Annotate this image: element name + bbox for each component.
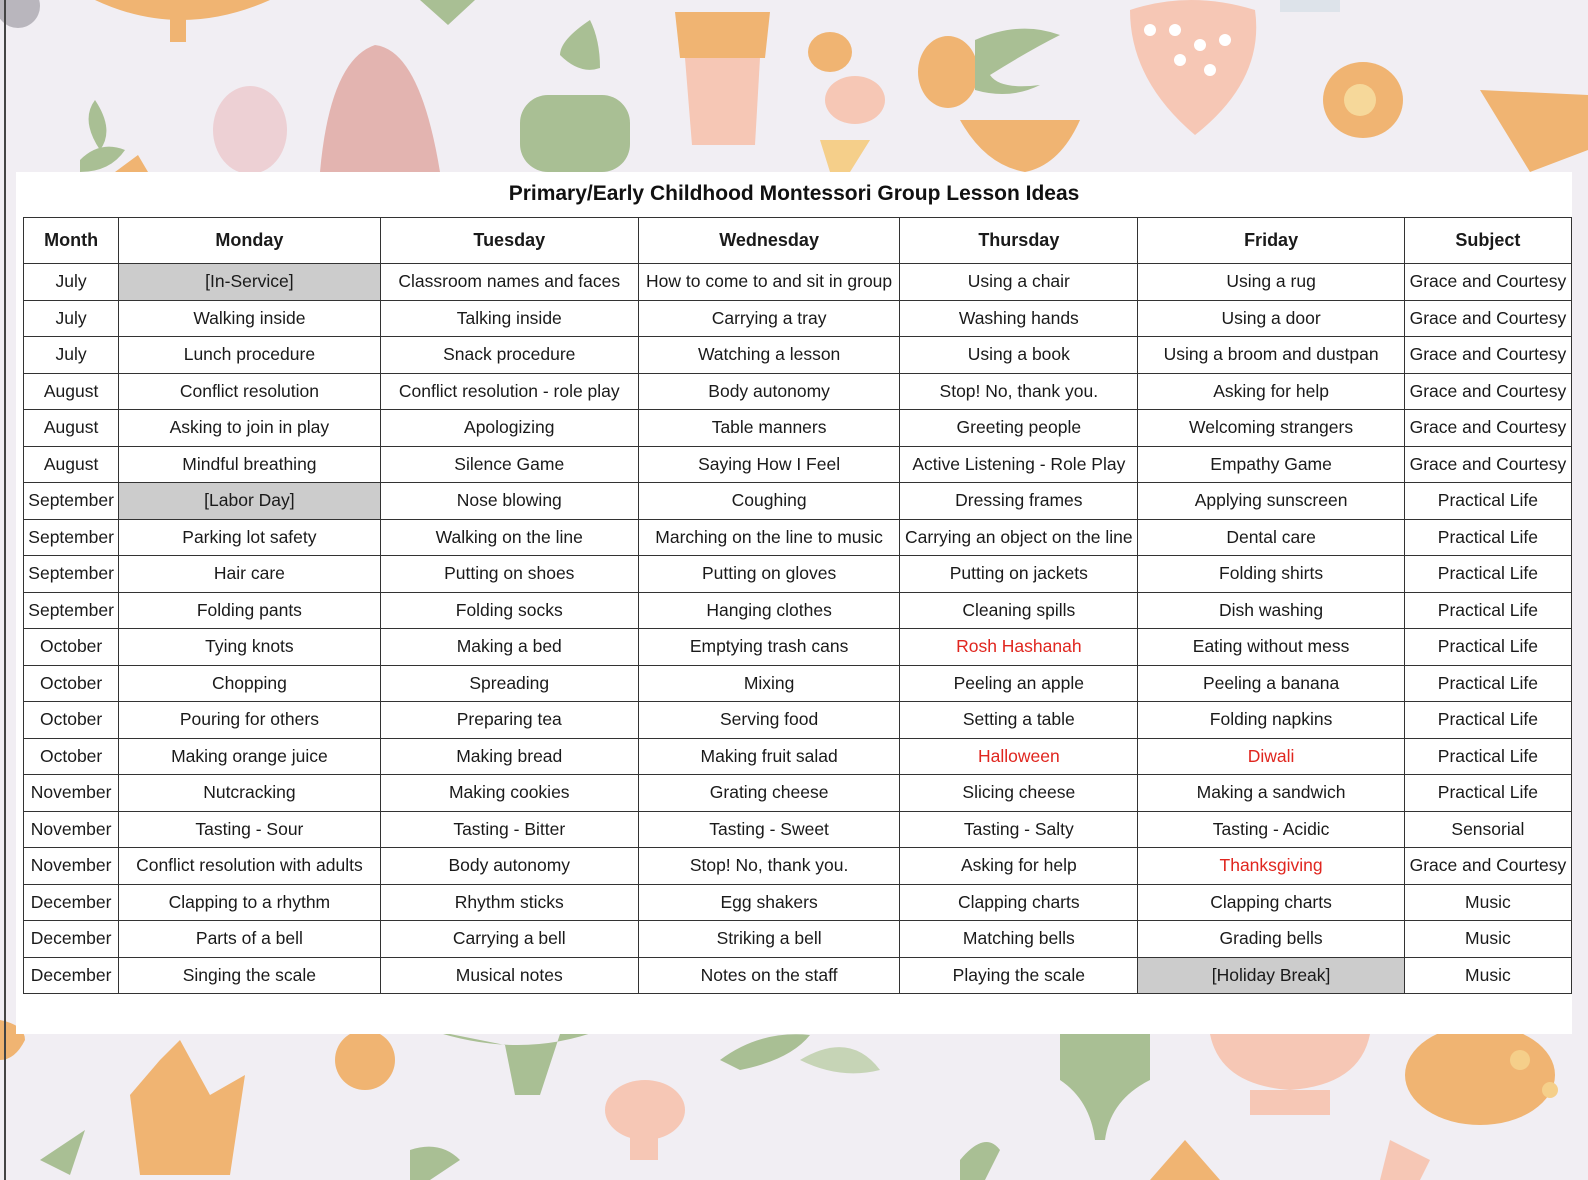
friday-cell: Dish washing [1138, 592, 1404, 629]
month-cell: October [24, 702, 119, 739]
thursday-cell: Slicing cheese [900, 775, 1138, 812]
subject-cell: Grace and Courtesy [1404, 446, 1571, 483]
wednesday-cell: Body autonomy [638, 373, 899, 410]
table-row [24, 592, 1572, 629]
monday-cell: Folding pants [119, 592, 380, 629]
friday-cell: Dental care [1138, 519, 1404, 556]
thursday-cell: Using a book [900, 337, 1138, 374]
table-row [24, 665, 1572, 702]
header-row [24, 218, 1572, 264]
wednesday-cell: Hanging clothes [638, 592, 899, 629]
tuesday-cell: Body autonomy [380, 848, 638, 885]
friday-cell: Grading bells [1138, 921, 1404, 958]
table-row [24, 483, 1572, 520]
month-cell: September [24, 519, 119, 556]
month-cell: December [24, 957, 119, 994]
wednesday-cell: How to come to and sit in group [638, 264, 899, 301]
monday-cell: Conflict resolution with adults [119, 848, 380, 885]
friday-cell: Diwali [1138, 738, 1404, 775]
subject-cell: Music [1404, 921, 1571, 958]
friday-cell: Eating without mess [1138, 629, 1404, 666]
subject-cell: Practical Life [1404, 738, 1571, 775]
table-row [24, 446, 1572, 483]
tuesday-cell: Apologizing [380, 410, 638, 447]
light-pink-oval-decoration [213, 86, 287, 174]
monday-cell: Clapping to a rhythm [119, 884, 380, 921]
monday-cell: Parking lot safety [119, 519, 380, 556]
table-row [24, 775, 1572, 812]
friday-cell: Using a broom and dustpan [1138, 337, 1404, 374]
tuesday-cell: Preparing tea [380, 702, 638, 739]
column-header: Thursday [900, 218, 1138, 264]
thursday-cell: Cleaning spills [900, 592, 1138, 629]
subject-cell: Practical Life [1404, 702, 1571, 739]
thursday-cell: Dressing frames [900, 483, 1138, 520]
table-row [24, 300, 1572, 337]
table-row [24, 373, 1572, 410]
wednesday-cell: Coughing [638, 483, 899, 520]
sheet-title: Primary/Early Childhood Montessori Group Lesson Ideas [508, 182, 1080, 205]
thursday-cell: Carrying an object on the line [900, 519, 1138, 556]
wednesday-cell: Saying How I Feel [638, 446, 899, 483]
table-row [24, 921, 1572, 958]
tuesday-cell: Making bread [380, 738, 638, 775]
orange-dot-decoration [808, 32, 852, 72]
month-cell: September [24, 556, 119, 593]
orange-stem-decoration [170, 10, 186, 42]
thursday-cell: Stop! No, thank you. [900, 373, 1138, 410]
friday-cell: Welcoming strangers [1138, 410, 1404, 447]
wednesday-cell: Watching a lesson [638, 337, 899, 374]
friday-cell: Folding shirts [1138, 556, 1404, 593]
table-row [24, 629, 1572, 666]
wednesday-cell: Marching on the line to music [638, 519, 899, 556]
month-cell: July [24, 300, 119, 337]
monday-cell: Conflict resolution [119, 373, 380, 410]
thursday-cell: Matching bells [900, 921, 1138, 958]
month-cell: August [24, 446, 119, 483]
peach-dot-decoration [825, 76, 885, 124]
thursday-cell: Washing hands [900, 300, 1138, 337]
subject-cell: Practical Life [1404, 592, 1571, 629]
column-header: Friday [1138, 218, 1404, 264]
column-header: Monday [119, 218, 380, 264]
wednesday-cell: Striking a bell [638, 921, 899, 958]
thursday-cell: Rosh Hashanah [900, 629, 1138, 666]
table-row [24, 811, 1572, 848]
subject-cell: Music [1404, 884, 1571, 921]
thursday-cell: Using a chair [900, 264, 1138, 301]
tuesday-cell: Folding socks [380, 592, 638, 629]
monday-cell: Asking to join in play [119, 410, 380, 447]
orange-blob-decoration [918, 36, 978, 108]
table-row [24, 264, 1572, 301]
table-row [24, 884, 1572, 921]
friday-cell: Making a sandwich [1138, 775, 1404, 812]
orange-dot-bottom-decoration [335, 1030, 395, 1090]
friday-cell: Using a rug [1138, 264, 1404, 301]
month-cell: December [24, 921, 119, 958]
lesson-ideas-table [23, 217, 1572, 994]
friday-cell: Folding napkins [1138, 702, 1404, 739]
wednesday-cell: Carrying a tray [638, 300, 899, 337]
subject-cell: Practical Life [1404, 483, 1571, 520]
subject-cell: Sensorial [1404, 811, 1571, 848]
thursday-cell: Peeling an apple [900, 665, 1138, 702]
month-cell: October [24, 629, 119, 666]
month-cell: September [24, 483, 119, 520]
month-cell: November [24, 775, 119, 812]
thursday-cell: Clapping charts [900, 884, 1138, 921]
pink-cup-decoration [685, 58, 760, 145]
monday-cell: Chopping [119, 665, 380, 702]
lesson-table-body [24, 264, 1572, 994]
month-cell: October [24, 665, 119, 702]
tuesday-cell: Tasting - Bitter [380, 811, 638, 848]
monday-cell: Making orange juice [119, 738, 380, 775]
column-header: Tuesday [380, 218, 638, 264]
monday-cell: Singing the scale [119, 957, 380, 994]
monday-cell: Tasting - Sour [119, 811, 380, 848]
friday-cell: Using a door [1138, 300, 1404, 337]
subject-cell: Practical Life [1404, 665, 1571, 702]
table-row [24, 738, 1572, 775]
orange-cup-decoration [675, 12, 770, 58]
table-row [24, 410, 1572, 447]
thursday-cell: Putting on jackets [900, 556, 1138, 593]
wednesday-cell: Egg shakers [638, 884, 899, 921]
monday-cell: Hair care [119, 556, 380, 593]
tuesday-cell: Silence Game [380, 446, 638, 483]
month-cell: November [24, 811, 119, 848]
tuesday-cell: Spreading [380, 665, 638, 702]
table-row [24, 337, 1572, 374]
wednesday-cell: Emptying trash cans [638, 629, 899, 666]
table-row [24, 848, 1572, 885]
orange-fruit-bottom-decoration [1405, 1025, 1555, 1125]
lesson-sheet [16, 172, 1572, 1034]
subject-cell: Grace and Courtesy [1404, 264, 1571, 301]
thursday-cell: Greeting people [900, 410, 1138, 447]
thursday-cell: Playing the scale [900, 957, 1138, 994]
monday-cell: Mindful breathing [119, 446, 380, 483]
tuesday-cell: Making cookies [380, 775, 638, 812]
monday-cell: Lunch procedure [119, 337, 380, 374]
tuesday-cell: Musical notes [380, 957, 638, 994]
month-cell: July [24, 264, 119, 301]
subject-cell: Grace and Courtesy [1404, 337, 1571, 374]
tuesday-cell: Snack procedure [380, 337, 638, 374]
tuesday-cell: Conflict resolution - role play [380, 373, 638, 410]
subject-cell: Grace and Courtesy [1404, 300, 1571, 337]
monday-cell: Parts of a bell [119, 921, 380, 958]
column-header: Wednesday [638, 218, 899, 264]
tuesday-cell: Carrying a bell [380, 921, 638, 958]
wednesday-cell: Mixing [638, 665, 899, 702]
column-header: Month [24, 218, 119, 264]
green-jar-decoration [520, 95, 630, 172]
page-left-border [4, 0, 6, 1180]
friday-cell: Asking for help [1138, 373, 1404, 410]
monday-cell: [Labor Day] [119, 483, 380, 520]
friday-cell: Clapping charts [1138, 884, 1404, 921]
table-row [24, 702, 1572, 739]
thursday-cell: Asking for help [900, 848, 1138, 885]
month-cell: October [24, 738, 119, 775]
thursday-cell: Setting a table [900, 702, 1138, 739]
month-cell: July [24, 337, 119, 374]
tuesday-cell: Walking on the line [380, 519, 638, 556]
monday-cell: [In-Service] [119, 264, 380, 301]
monday-cell: Walking inside [119, 300, 380, 337]
wednesday-cell: Table manners [638, 410, 899, 447]
pale-blue-rect-decoration [1280, 0, 1340, 12]
wednesday-cell: Putting on gloves [638, 556, 899, 593]
month-cell: September [24, 592, 119, 629]
friday-cell: [Holiday Break] [1138, 957, 1404, 994]
wednesday-cell: Notes on the staff [638, 957, 899, 994]
table-row [24, 556, 1572, 593]
column-header: Subject [1404, 218, 1571, 264]
tuesday-cell: Talking inside [380, 300, 638, 337]
tuesday-cell: Putting on shoes [380, 556, 638, 593]
tuesday-cell: Nose blowing [380, 483, 638, 520]
thursday-cell: Halloween [900, 738, 1138, 775]
monday-cell: Nutcracking [119, 775, 380, 812]
table-row [24, 519, 1572, 556]
month-cell: December [24, 884, 119, 921]
tuesday-cell: Rhythm sticks [380, 884, 638, 921]
friday-cell: Applying sunscreen [1138, 483, 1404, 520]
wednesday-cell: Making fruit salad [638, 738, 899, 775]
wednesday-cell: Serving food [638, 702, 899, 739]
subject-cell: Grace and Courtesy [1404, 410, 1571, 447]
subject-cell: Music [1404, 957, 1571, 994]
friday-cell: Thanksgiving [1138, 848, 1404, 885]
subject-cell: Practical Life [1404, 519, 1571, 556]
thursday-cell: Active Listening - Role Play [900, 446, 1138, 483]
table-row [24, 957, 1572, 994]
monday-cell: Tying knots [119, 629, 380, 666]
thursday-cell: Tasting - Salty [900, 811, 1138, 848]
wednesday-cell: Stop! No, thank you. [638, 848, 899, 885]
subject-cell: Practical Life [1404, 775, 1571, 812]
subject-cell: Grace and Courtesy [1404, 848, 1571, 885]
tuesday-cell: Classroom names and faces [380, 264, 638, 301]
month-cell: August [24, 373, 119, 410]
subject-cell: Practical Life [1404, 556, 1571, 593]
subject-cell: Grace and Courtesy [1404, 373, 1571, 410]
subject-cell: Practical Life [1404, 629, 1571, 666]
friday-cell: Tasting - Acidic [1138, 811, 1404, 848]
monday-cell: Pouring for others [119, 702, 380, 739]
wednesday-cell: Grating cheese [638, 775, 899, 812]
friday-cell: Empathy Game [1138, 446, 1404, 483]
wednesday-cell: Tasting - Sweet [638, 811, 899, 848]
month-cell: November [24, 848, 119, 885]
tuesday-cell: Making a bed [380, 629, 638, 666]
friday-cell: Peeling a banana [1138, 665, 1404, 702]
month-cell: August [24, 410, 119, 447]
